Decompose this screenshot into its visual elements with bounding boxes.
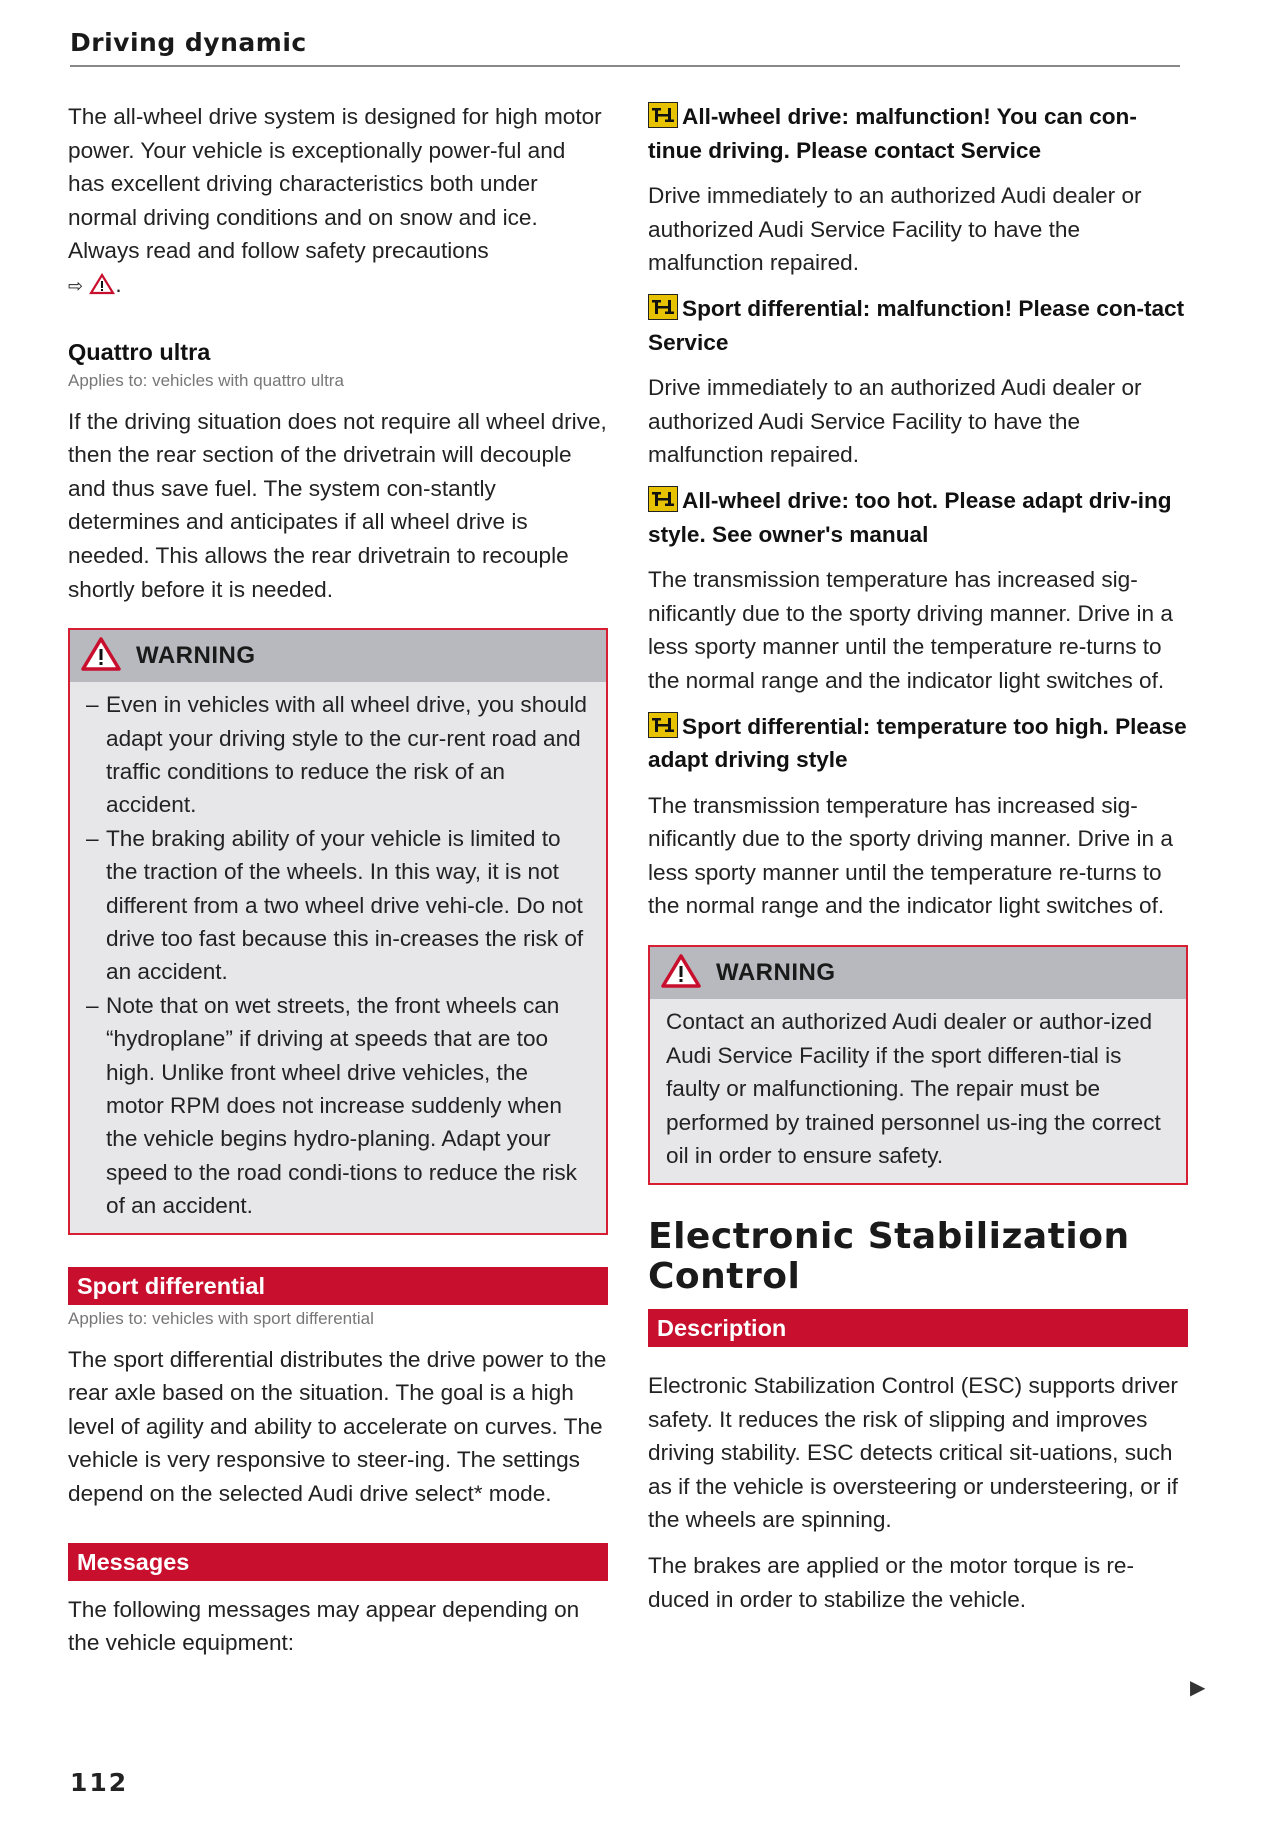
warning-item: – Even in vehicles with all wheel drive, you should adapt your driving style to the cur-rent road and traffic conditions to reduce the risk of an accident.	[86, 692, 587, 818]
intro-end: .	[115, 271, 122, 297]
left-column	[68, 100, 608, 1660]
drivetrain-indicator-icon	[648, 294, 678, 320]
warning-triangle-icon	[80, 636, 122, 677]
intro-paragraph	[68, 100, 608, 305]
warning-body	[650, 999, 1186, 1183]
drivetrain-indicator-icon	[648, 102, 678, 128]
warning-header	[650, 947, 1186, 999]
description-heading-bar: Description	[648, 1309, 1188, 1347]
drivetrain-indicator-icon	[648, 486, 678, 512]
intro-text: The all-wheel drive system is designed for high motor power. Your vehicle is exceptionally power-ful and has excellent driving characteristics both under normal driving conditions and on snow and ice. Always read and follow safety precautions	[68, 104, 602, 264]
sport-diff-paragraph: The sport differential distributes the drive power to the rear axle based on the situation. The goal is a high level of agility and ability to accelerate on curves. The vehicle is very responsive to steer-ing. The settings depend on the selected Audi drive select* mode.	[68, 1346, 607, 1506]
warning-triangle-icon	[89, 271, 115, 305]
esc-paragraph-1: Electronic Stabilization Control (ESC) supports driver safety. It reduces the risk of slipping and improves driving stability. ESC detects critical sit-uations, such as if the vehicle is oversteering or understeering, or if the wheels are spinning.	[648, 1373, 1178, 1533]
sport-differential-heading-bar: Sport differential	[68, 1267, 608, 1305]
messages-heading-bar: Messages	[68, 1543, 608, 1581]
warning-box-sport-diff	[648, 945, 1188, 1185]
page-section-title: Driving dynamic	[70, 28, 307, 57]
message-body: Drive immediately to an authorized Audi dealer or authorized Audi Service Facility to have the malfunction repaired.	[648, 183, 1142, 276]
page-header	[70, 28, 1180, 67]
message-body: The transmission temperature has increased sig-nificantly due to the sporty driving manner. Drive in a less sporty manner until the temperature re-turns to the normal range and the indicator light switches of.	[648, 567, 1173, 693]
message-heading: All-wheel drive: too hot. Please adapt driv-ing style. See owner's manual	[648, 487, 1172, 547]
message-entry	[648, 710, 1188, 924]
warning-triangle-icon	[660, 953, 702, 994]
esc-paragraph-2: The brakes are applied or the motor torque is re-duced in order to stabilize the vehicle.	[648, 1553, 1135, 1612]
message-body: The transmission temperature has increased sig-nificantly due to the sporty driving manner. Drive in a less sporty manner until the temperature re-turns to the normal range and the indicator light switches of.	[648, 792, 1173, 919]
warning-item: – Note that on wet streets, the front wheels can “hydroplane” if driving at speeds that are too high. Unlike front wheel drive vehicles, the motor RPM does not increase suddenly when the vehicle begins hydro-planing. Adapt your speed to the road condi-tions to reduce the risk of an accident.	[86, 992, 577, 1219]
warning-box-awd	[68, 628, 608, 1235]
quattro-ultra-heading: Quattro ultra	[68, 338, 211, 365]
warning-item: – The braking ability of your vehicle is limited to the traction of the wheels. In this way, it is not different from a two wheel drive vehi-cle. Do not drive too fast because this in-creases the risk of an accident.	[86, 825, 584, 985]
quattro-applies-note: Applies to: vehicles with quattro ultra	[68, 370, 344, 390]
message-entry	[648, 484, 1188, 698]
warning-label: WARNING	[716, 959, 836, 987]
warning-header	[70, 630, 606, 682]
message-heading: Sport differential: temperature too high. Please adapt driving style	[648, 713, 1187, 773]
messages-intro-paragraph: The following messages may appear depending on the vehicle equipment:	[68, 1596, 580, 1656]
warning-body	[70, 682, 606, 1233]
message-entry	[648, 100, 1188, 280]
reference-arrow[interactable]: ⇨	[68, 275, 84, 296]
drivetrain-indicator-icon	[648, 712, 678, 738]
message-entry	[648, 292, 1188, 472]
esc-chapter-title: Electronic Stabilization Control	[648, 1216, 1130, 1298]
sport-diff-applies-note: Applies to: vehicles with sport differential	[68, 1308, 374, 1328]
right-column	[648, 100, 1188, 1616]
next-page-arrow-icon[interactable]: ▶	[1190, 1677, 1206, 1699]
quattro-paragraph: If the driving situation does not require all wheel drive, then the rear section of the drivetrain will decouple and thus save fuel. The system con-stantly determines and anticipates if all wheel drive is needed. This allows the rear drivetrain to recouple shortly before it is needed.	[68, 408, 607, 602]
message-body: Drive immediately to an authorized Audi dealer or authorized Audi Service Facility to have the malfunction repaired.	[648, 375, 1142, 468]
message-heading: Sport differential: malfunction! Please con-tact Service	[648, 295, 1185, 355]
page-number: 112	[70, 1768, 129, 1797]
warning-text: Contact an authorized Audi dealer or author-ized Audi Service Facility if the sport differen-tial is faulty or malfunctioning. The repair must be performed by trained personnel us-ing the correct oil in order to ensure safety.	[666, 1009, 1161, 1169]
message-heading: All-wheel drive: malfunction! You can con-tinue driving. Please contact Service	[648, 104, 1137, 163]
warning-label: WARNING	[136, 642, 256, 670]
